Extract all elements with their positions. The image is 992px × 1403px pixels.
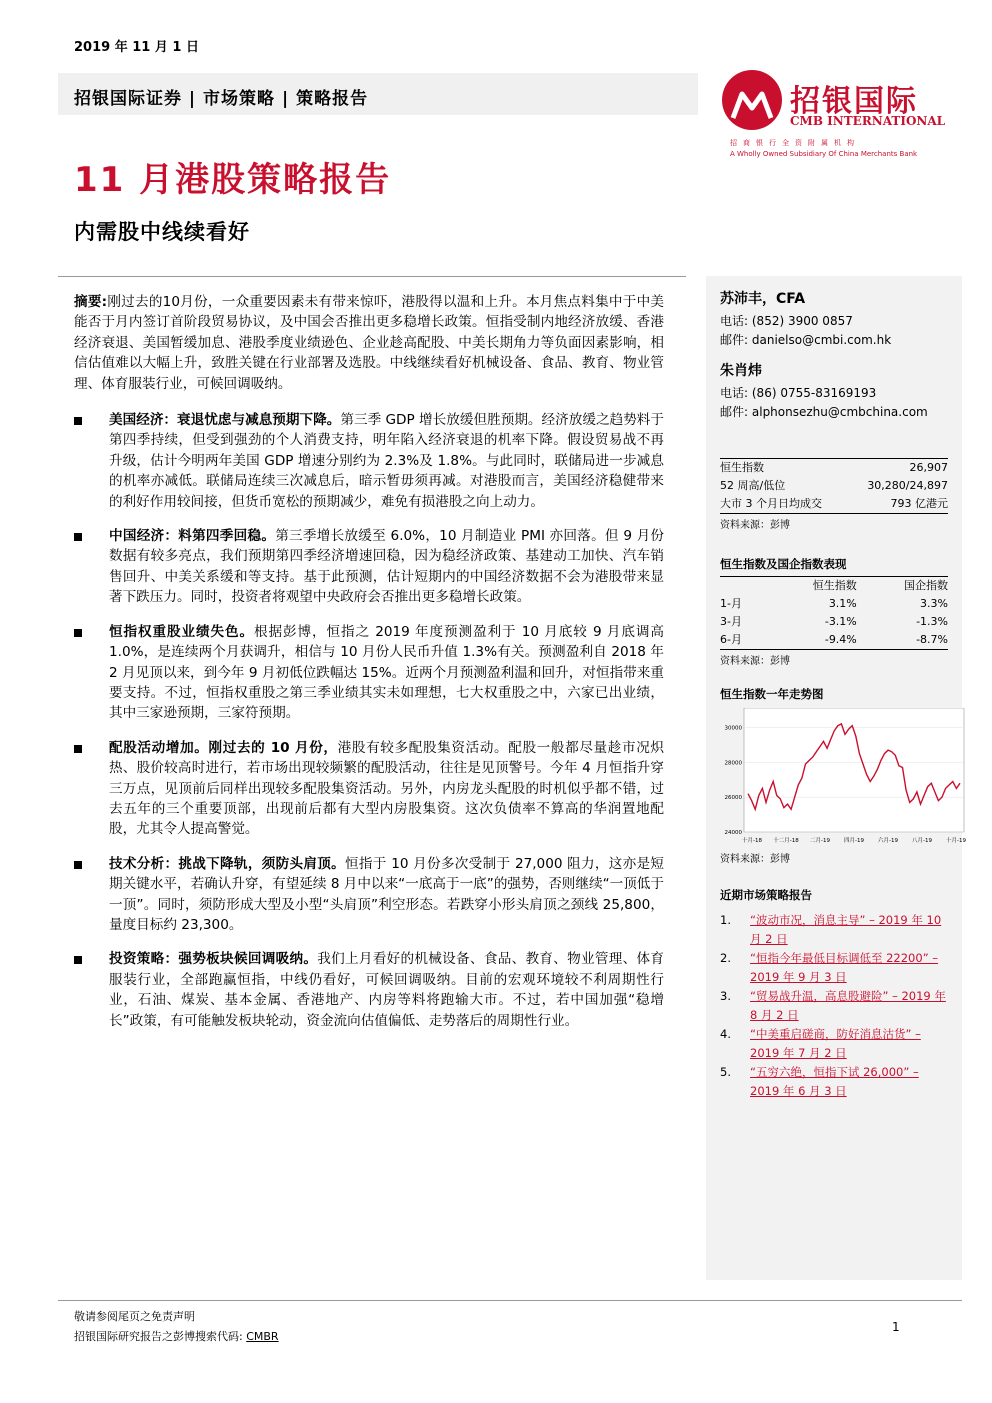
report-item (720, 1025, 948, 1063)
header-cell: 恒生指数 (812, 579, 857, 592)
table-row (720, 613, 948, 631)
report-item (720, 987, 948, 1025)
report-title: 11 月港股策略报告 (74, 160, 392, 200)
report-item (720, 949, 948, 987)
report-link[interactable]: “波动市况，消息主导” – 2019 年 10 月 2 日 (750, 913, 942, 946)
logo-sub-cn: 招商银行全资附属机构 (730, 139, 860, 147)
bullet-text: 我们上月看好的机械设备、食品、教育、物业管理、体育服装行业，全部跑赢恒指，中线仍看好，可候回调吸纳。目前的宏观环境较不利周期性行业，石油、煤炭、基本金属、香港地产、内房等料将跑输大市。不过，若中国加强“稳增长”政策，有可能触发板块轮动，资金流向估值偏低、走势落后的周期性行业。 (109, 951, 664, 1029)
bullet-lead: 中国经济：料第四季回稳。 (109, 528, 276, 545)
logo-name-cn: 招银国际 (790, 84, 918, 119)
bullet-item (74, 526, 664, 608)
chart-source: 资料来源：彭博 (720, 854, 790, 865)
report-link[interactable]: “恒指今年最低目标调低至 22200” – 2019 年 9 月 3 日 (750, 951, 939, 984)
phone-value: (852) 3900 0857 (751, 314, 853, 328)
bullet-square-icon (74, 956, 82, 964)
bullet-text: 根据彭博，恒指之 2019 年度预测盈利于 10 月底较 9 月底调高 1.0%，是连续两个月获调升，相信与 10 月份人民币升值 1.3%有关。预测盈利自 2018 年 2 月见顶以来，到今年 9 月初低位跌幅达 15%。近两个月预测盈利温和回升，对恒指带来重要支持。不过，恒指权重股之第三季业绩其实未如理想，七大权重股之中，六家已出业绩，其中三家逊预期，三家符预期。 (109, 623, 664, 722)
bullet-item (74, 738, 664, 840)
logo-m-mark (730, 90, 774, 120)
y-tick-label: 26000 (724, 795, 742, 802)
row-label: 大市 3 个月日均成交 (720, 497, 822, 510)
bullet-item (74, 410, 664, 512)
row-label: 52 周高/低位 (720, 479, 786, 492)
report-link[interactable]: “中美重启磋商，防好消息沽货” – 2019 年 7 月 2 日 (750, 1027, 921, 1060)
header-cell: 国企指数 (904, 579, 948, 592)
cmbi-logo (722, 70, 962, 160)
report-date: 2019 年 11 月 1 日 (74, 40, 199, 55)
row-value: 26,907 (909, 461, 948, 474)
table-row (720, 495, 948, 514)
phone-label: 电话: (720, 386, 749, 400)
perf-table (720, 576, 948, 650)
analyst-email (720, 403, 948, 422)
table-row (720, 477, 948, 495)
report-num: 2. (720, 951, 731, 965)
report-num: 5. (720, 1065, 731, 1079)
footer-disclaimer: 敬请参阅尾页之免责声明 (74, 1310, 195, 1323)
report-link[interactable]: “贸易战升温，高息股避险” – 2019 年 8 月 2 日 (750, 989, 946, 1022)
bullet-square-icon (74, 533, 82, 541)
summary-text: 刚过去的10月份，一众重要因素未有带来惊吓，港股得以温和上升。本月焦点料集中于中美能否于月内签订首阶段贸易协议，及中国会否推出更多稳增长政策。恒指受制内地经济放缓、香港经济衰退、美国暂缓加息、港股季度业绩逊色、企业趁高配股、中美长期角力等负面因素影响，相信估值难以大幅上升，致胜关键在行业部署及选股。中线继续看好机械设备、食品、教育、物业管理、体育服装行业，可候回调吸纳。 (74, 294, 665, 392)
report-subtitle: 内需股中线续看好 (74, 220, 250, 244)
bullet-item (74, 622, 664, 724)
hsi-cell: -9.4% (824, 633, 857, 646)
row-value: 793 亿港元 (890, 497, 948, 510)
table-header-row (720, 577, 948, 596)
email-value[interactable]: alphonsezhu@cmbchina.com (751, 405, 928, 419)
table-row (720, 595, 948, 613)
logo-name-en: CMB INTERNATIONAL (790, 114, 946, 128)
table-source: 资料来源：彭博 (720, 520, 790, 531)
hsi-cell: 3.1% (828, 597, 857, 610)
bullet-lead: 恒指权重股业绩失色。 (109, 623, 254, 640)
cmbi-logo-icon (722, 70, 782, 130)
table-row (720, 631, 948, 650)
analyst-phone (720, 312, 948, 331)
analyst-email (720, 331, 948, 350)
period-cell: 1-月 (720, 597, 742, 610)
x-tick-label: 二月-19 (810, 838, 830, 844)
footer-bloomberg-label: 招银国际研究报告之彭博搜索代码: (74, 1330, 247, 1343)
report-num: 1. (720, 913, 731, 927)
y-tick-label: 24000 (724, 830, 742, 836)
perf-table-block (720, 556, 948, 667)
x-tick-label: 八月-19 (912, 838, 932, 844)
row-value: 30,280/24,897 (867, 479, 948, 492)
bullet-square-icon (74, 629, 82, 637)
x-tick-label: 四月-19 (844, 838, 864, 844)
page-number: 1 (892, 1320, 900, 1334)
email-value[interactable]: danielso@cmbi.com.hk (751, 333, 892, 347)
report-item (720, 1063, 948, 1101)
report-num: 4. (720, 1027, 731, 1041)
bullet-text: 港股有较多配股集资活动。配股一般都尽量趁市况炽热、股价较高时进行，若市场出现较频繁的配股活动，往往是见顶警号。今年 4 月恒指升穿三万点，见顶前后同样出现较多配股集资活动。另外，内房龙头配股的时机似乎都不错，过去五年的三个重要顶部，出现前后都有大型内房股集资。这次负债率不算高的华润置地配股，尤其令人提高警觉。 (109, 739, 664, 838)
period-cell: 6-月 (720, 633, 742, 646)
report-item (720, 911, 948, 949)
x-tick-label: 十二月-18 (773, 838, 799, 844)
perf-table-title: 恒生指数及国企指数表现 (720, 557, 847, 571)
table-row (720, 459, 948, 478)
footer-bloomberg (74, 1328, 279, 1344)
header-category: 招银国际证券 | 市场策略 | 策略报告 (74, 89, 369, 109)
bullet-text: 恒指于 10 月份多次受制于 27,000 阻力，这亦是短期关键水平，若确认升穿，有望延续 8 月中以来“一底高于一底”的强势，否则继续“一顶低于一顶”。同时，须防形成大型及小型“头肩顶”利空形态。若跌穿小形头肩顶之颈线 25,800，量度目标约 23,300。 (109, 855, 664, 933)
footer-divider (58, 1300, 962, 1301)
header-cell (720, 577, 766, 596)
chart-title-text: 恒生指数一年走势图 (720, 687, 824, 701)
analyst-block (720, 288, 948, 422)
index-table (720, 458, 948, 514)
index-table-block (720, 458, 948, 531)
x-tick-label: 六月-19 (878, 838, 898, 844)
x-tick-label: 十月-18 (742, 838, 762, 844)
bullet-square-icon (74, 417, 82, 425)
summary-label: 摘要: (74, 294, 108, 310)
logo-sub-en: A Wholly Owned Subsidiary Of China Merchants Bank (730, 150, 918, 158)
bullet-item (74, 949, 664, 1031)
chart-title (720, 686, 948, 702)
bullet-square-icon (74, 861, 82, 869)
y-tick-label: 30000 (724, 725, 742, 732)
main-content (74, 292, 664, 1045)
analyst-name: 朱肖炜 (720, 363, 762, 379)
recent-reports (720, 886, 948, 1101)
hscei-cell: -1.3% (916, 615, 948, 628)
analyst-phone (720, 384, 948, 403)
hsi-cell: -3.1% (824, 615, 857, 628)
hscei-cell: 3.3% (920, 597, 948, 610)
phone-label: 电话: (720, 314, 749, 328)
footer-bloomberg-code[interactable]: CMBR (246, 1330, 279, 1343)
bullet-lead: 美国经济：衰退忧虑与减息预期下降。 (109, 412, 341, 429)
hsi-line-chart (718, 708, 966, 846)
bullet-lead: 配股活动增加。刚过去的 10 月份， (109, 739, 338, 756)
bullet-square-icon (74, 745, 82, 753)
phone-value: (86) 0755-83169193 (751, 386, 877, 400)
bullet-text: 第三季增长放缓至 6.0%，10 月制造业 PMI 亦回落。但 9 月份数据有较多亮点，我们预期第四季经济增速回稳，因为稳经济政策、基建动工加快、汽车销售回升、中美关系缓和等支持。基于此预测，估计短期内的中国经济数据不会为港股带来显著下跌压力。同时，投资者将观望中央政府会否推出更多稳增长政策。 (109, 528, 665, 606)
period-cell: 3-月 (720, 615, 742, 628)
reports-title: 近期市场策略报告 (720, 888, 812, 902)
bullet-item (74, 854, 664, 936)
y-tick-label: 28000 (724, 760, 742, 767)
email-label: 邮件: (720, 333, 749, 347)
table-source: 资料来源：彭博 (720, 656, 790, 667)
divider (58, 276, 686, 277)
bullet-text: 第三季 GDP 增长放缓但胜预期。经济放缓之趋势料于第四季持续，但受到强劲的个人消费支持，明年陷入经济衰退的机率下降。假设贸易战不再升级，估计今明两年美国 GDP 增速分别约为 2.3%及 1.8%。与此同时，联储局进一步减息的机率亦减低。联储局连续三次减息后，暗示暂毋须再减。对港股而言，美国经济稳健带来的利好作用较间接，但货币宽松的预期减少，难免有损港股之向上动力。 (109, 412, 665, 510)
hscei-cell: -8.7% (916, 633, 948, 646)
bullet-lead: 技术分析：挑战下降轨，须防头肩顶。 (109, 855, 345, 872)
x-tick-label: 十月-19 (946, 838, 966, 844)
report-link[interactable]: “五穷六绝，恒指下试 26,000” – 2019 年 6 月 3 日 (750, 1065, 919, 1098)
bullet-lead: 投资策略：强势板块候回调吸纳。 (109, 951, 318, 968)
summary (74, 292, 664, 394)
analyst-name: 苏沛丰，CFA (720, 291, 806, 307)
report-num: 3. (720, 989, 731, 1003)
row-label: 恒生指数 (720, 461, 764, 474)
email-label: 邮件: (720, 405, 749, 419)
